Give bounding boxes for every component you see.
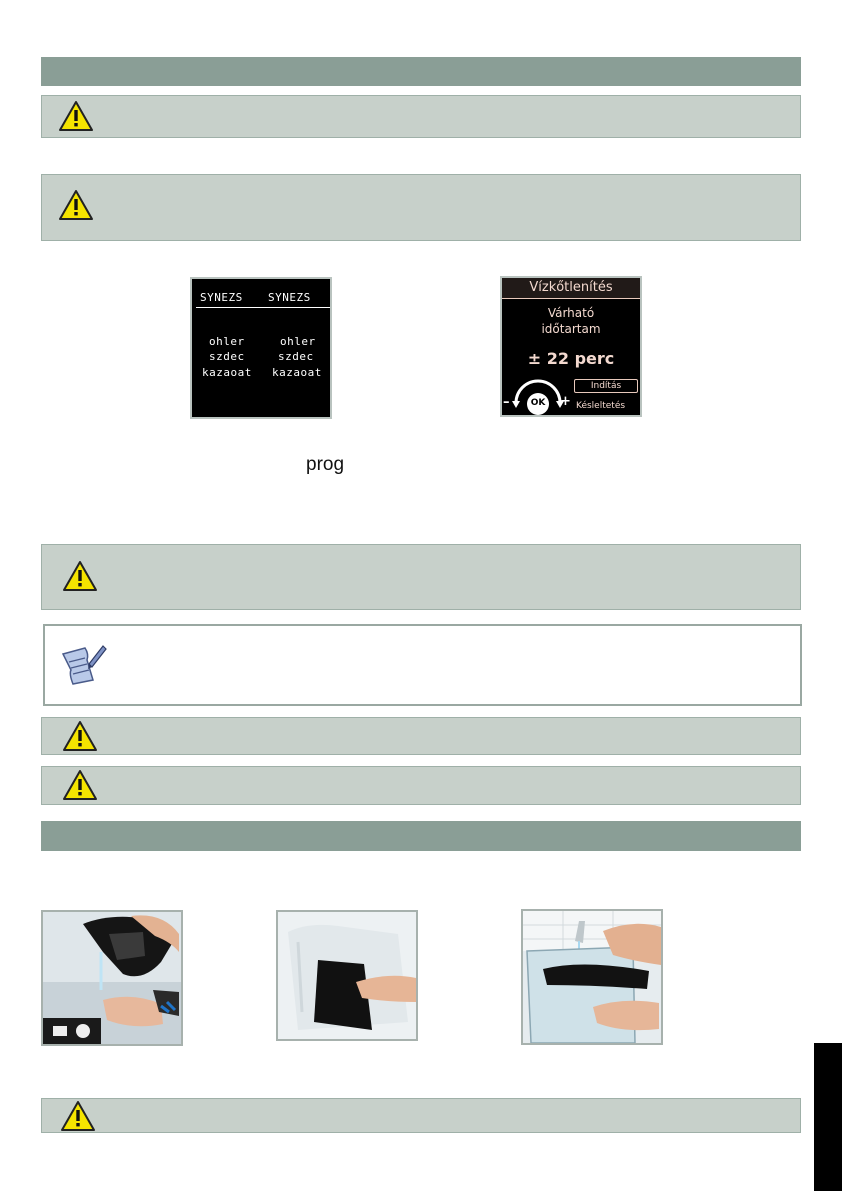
lcd-row-3-a: kazaoat bbox=[202, 366, 252, 379]
warning-icon bbox=[60, 1100, 96, 1132]
section-header-band-1 bbox=[41, 57, 801, 86]
expected-label: Várható bbox=[547, 306, 595, 320]
warning-box-5 bbox=[41, 766, 801, 805]
warning-icon bbox=[58, 189, 94, 221]
note-box bbox=[43, 624, 802, 706]
warning-box-6 bbox=[41, 1098, 801, 1133]
delay-label: Késleltetés bbox=[576, 401, 626, 411]
caption-prog: prog bbox=[306, 454, 345, 475]
descaling-title: Vízkőtlenítés bbox=[502, 278, 640, 299]
warning-box-1 bbox=[41, 95, 801, 138]
lcd-screen-descaling bbox=[500, 276, 642, 417]
warning-box-2 bbox=[41, 174, 801, 241]
lcd-row-2-a: szdec bbox=[209, 350, 245, 363]
photo-tank-rinse bbox=[521, 909, 663, 1045]
lcd-screen-left bbox=[190, 277, 332, 419]
warning-box-3 bbox=[41, 544, 801, 610]
duration-value: ± 22 perc bbox=[527, 349, 615, 368]
lcd-header-underline bbox=[196, 307, 330, 308]
language-side-tab bbox=[814, 1043, 842, 1191]
minus-label: – bbox=[503, 395, 510, 410]
ok-button-label[interactable]: OK bbox=[530, 398, 546, 408]
photo-filter-removal bbox=[41, 910, 183, 1046]
warning-icon bbox=[62, 769, 98, 801]
start-button[interactable]: Indítás bbox=[574, 379, 638, 393]
warning-icon bbox=[58, 100, 94, 132]
lcd-row-1-a: ohler bbox=[209, 335, 245, 348]
warning-icon bbox=[62, 720, 98, 752]
lcd-row-2-b: szdec bbox=[278, 350, 314, 363]
photo-filter-pad bbox=[276, 910, 418, 1041]
lcd-header-a: SYNEZS bbox=[200, 291, 243, 304]
lcd-row-3-b: kazaoat bbox=[272, 366, 322, 379]
warning-box-4 bbox=[41, 717, 801, 755]
section-header-band-2 bbox=[41, 821, 801, 851]
note-pencil-icon bbox=[59, 640, 107, 686]
duration-label: időtartam bbox=[541, 322, 601, 336]
plus-label: + bbox=[560, 394, 571, 409]
warning-icon bbox=[62, 560, 98, 592]
lcd-header-b: SYNEZS bbox=[268, 291, 311, 304]
lcd-row-1-b: ohler bbox=[280, 335, 316, 348]
